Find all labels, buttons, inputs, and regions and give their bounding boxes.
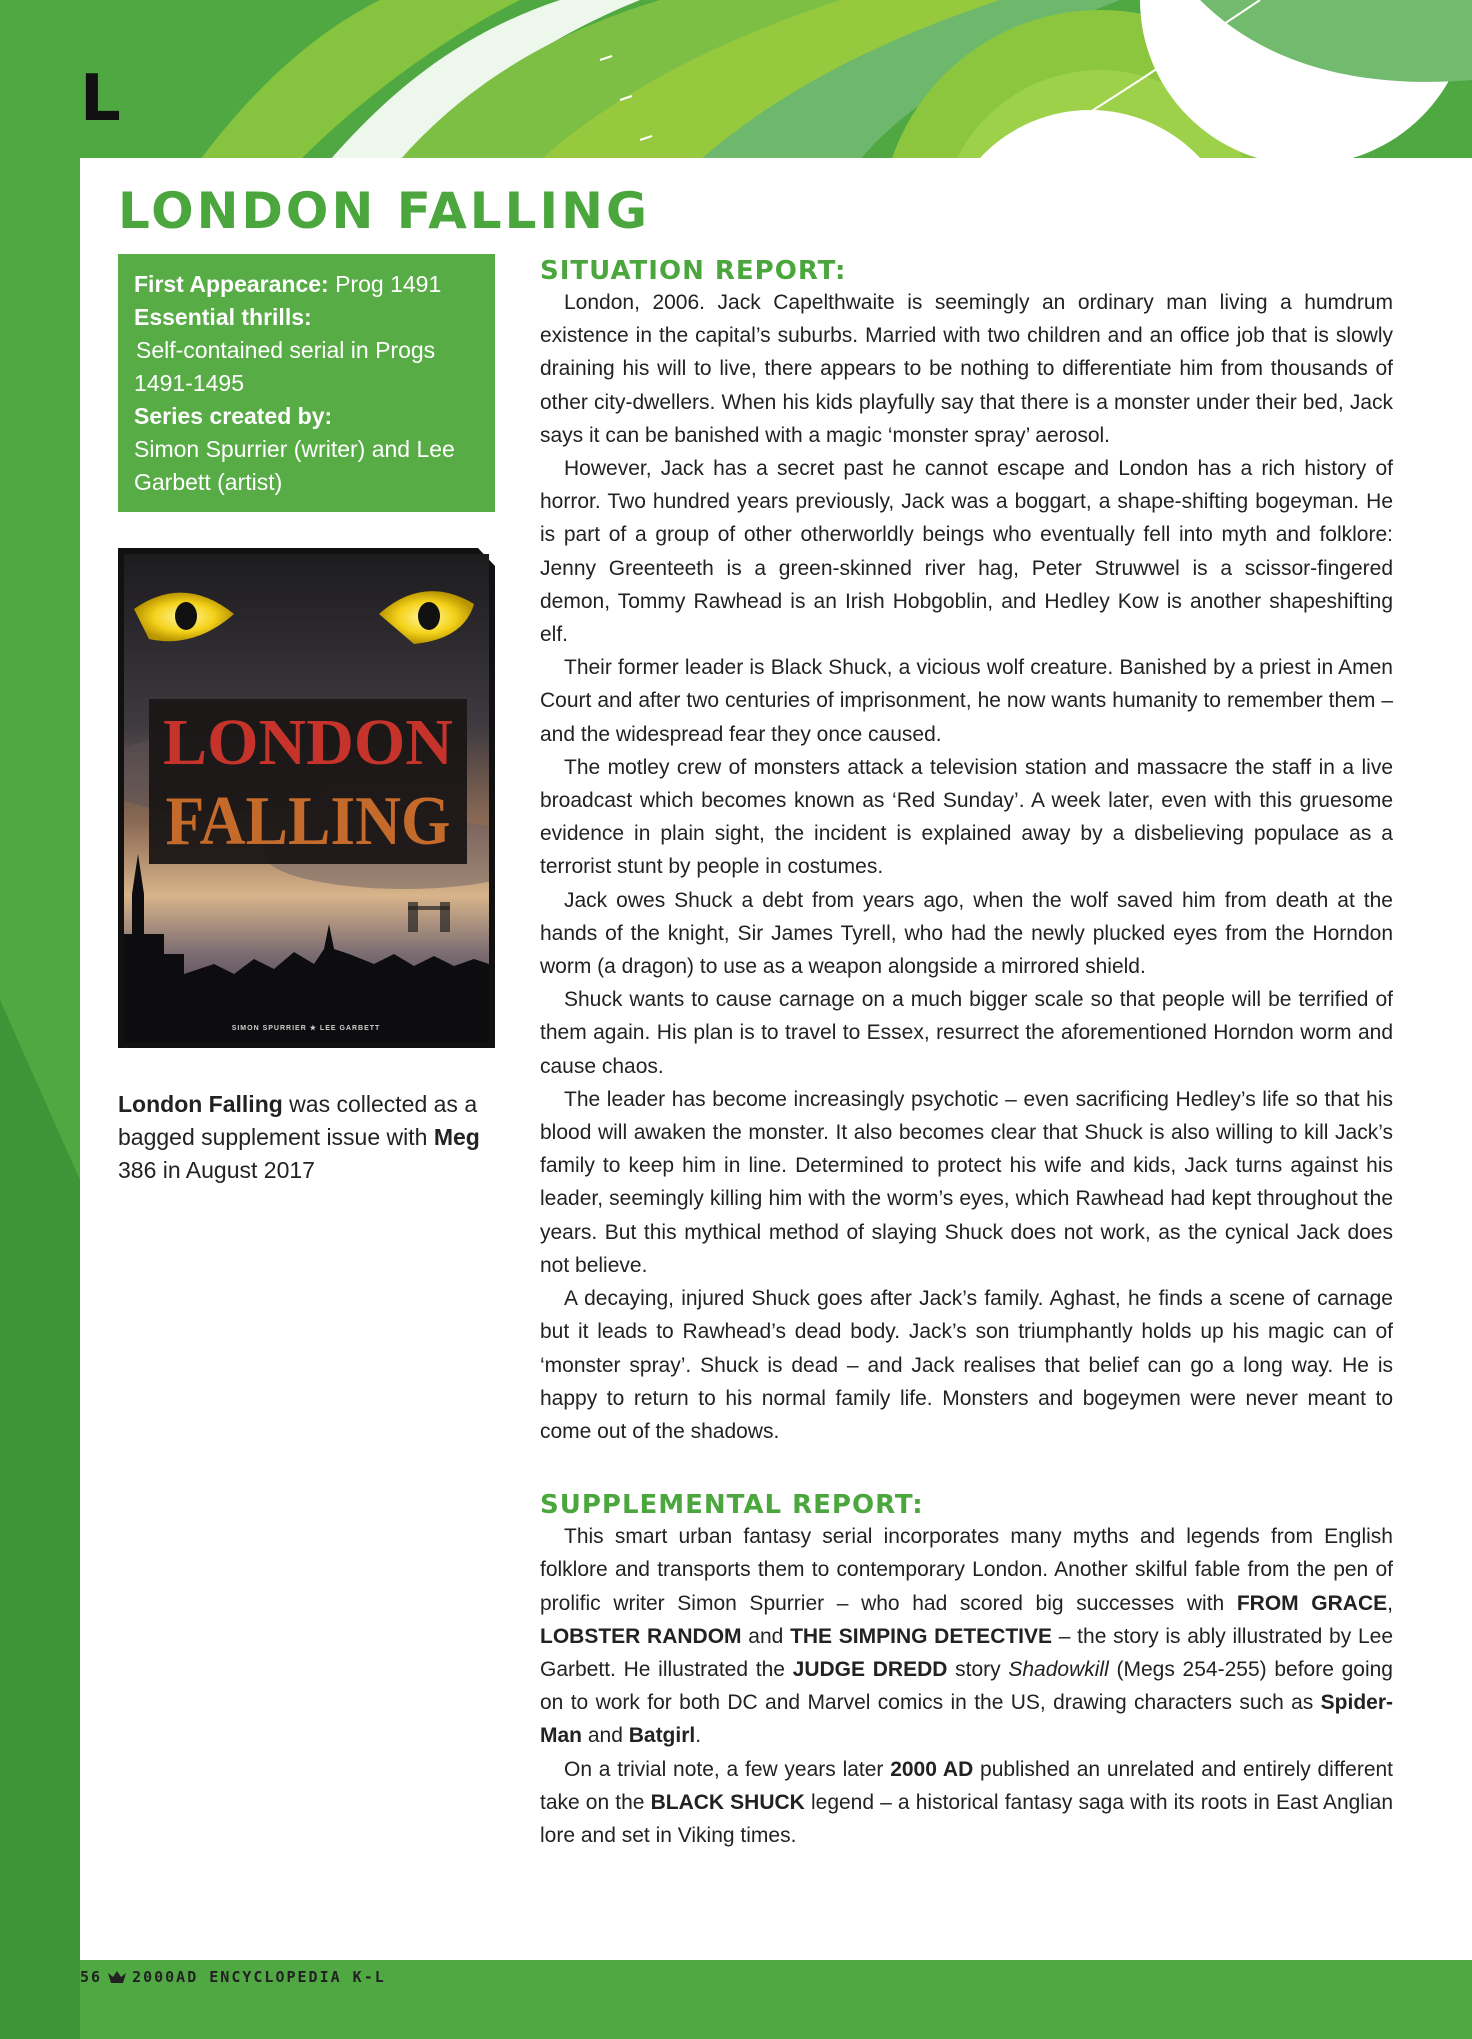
cover-image [124,554,489,1042]
page-footer [80,1968,386,1986]
situation-paragraph: Their former leader is Black Shuck, a vicious wolf creature. Banished by a priest in Amen Court and after two centuries of imprisonment, he now wants humanity to remember them – and the widespread fear they once caused. [540,656,1393,746]
essential-thrills-value: Self-contained serial in Progs 1491-1495 [134,337,436,396]
eagle-logo-icon [108,1971,126,1983]
situation-paragraph: The motley crew of monsters attack a television station and massacre the staff in a live broadcast which becomes known as ‘Red Sunday’. A week later, even with this gruesome evidence in plain sight, the incident is explained away by a disbelieving populace as a terrorist stunt by people in costumes. [540,755,1393,879]
cover-credits: SIMON SPURRIER ★ LEE GARBETT [231,1025,381,1032]
series-created-value: Simon Spurrier (writer) and Lee Garbett (artist) [134,436,455,495]
essential-thrills-label: Essential thrills: [134,304,312,330]
book-title: 2000AD ENCYCLOPEDIA K-L [132,1968,386,1986]
cover-title-line2: FALLING [165,783,451,860]
main-article [540,256,1393,1852]
entry-title: LONDON FALLING [118,182,651,240]
cover-caption: London Falling was collected as a bagged supplement issue with Meg 386 in August 2017 [118,1091,480,1183]
situation-paragraph: The leader has become increasingly psychotic – even sacrificing Hedley’s life so that his blood will awaken the monster. It also becomes clear that Shuck is also willing to kill Jack’s family to keep him in line. Determined to protect his wife and kids, Jack turns against his leader, seemingly killing him with the worm’s eyes, which Rawhead had kept throughout the years. But this mythical method of slaying Shuck does not work, as the cynical Jack does not believe. [540,1087,1393,1277]
situation-report-heading: SITUATION REPORT: [540,256,847,286]
first-appearance [134,268,479,301]
supplemental-paragraph: On a trivial note, a few years later 2000 AD published an unrelated and entirely different take on the BLACK SHUCK legend – a historical fantasy saga with its roots in East Anglian lore and set in Viking times. [540,1757,1394,1847]
first-appearance-label: First Appearance: [134,271,329,297]
info-box [118,254,495,512]
first-appearance-value: Prog 1491 [328,271,442,297]
supplemental-paragraph: This smart urban fantasy serial incorporates many myths and legends from English folklore and transports them to contemporary London. Another skilful fable from the pen of prolific writer Simon Spurrier – who had scored big successes with FROM GRACE, LOBSTER RANDOM and THE SIMPING DETECTIVE – the story is ably illustrated by Lee Garbett. He illustrated the JUDGE DREDD story Shadowkill (Megs 254-255) before going on to work for both DC and Marvel comics in the US, drawing characters such as Spider-Man and Batgirl. [540,1525,1393,1748]
situation-paragraph: Jack owes Shuck a debt from years ago, when the wolf saved him from death at the hands of the knight, Sir James Tyrell, who had the newly plucked eyes from the Horndon worm (a dragon) to use as a weapon alongside a mirrored shield. [540,888,1393,979]
situation-paragraph: However, Jack has a secret past he cannot escape and London has a rich history of horror. Two hundred years previously, Jack was a boggart, a shape-shifting bogeyman. He is part of a group of other otherworldly beings who eventually fell into myth and folklore: Jenny Greenteeth is a green-skinned river hag, Peter Struwwel is a scissor-fingered demon, Tommy Rawhead is an Irish Hobgoblin, and Hedley Kow is another shapeshifting elf. [540,457,1393,647]
page-number: 56 [80,1968,103,1986]
section-letter: L [80,62,121,136]
series-created-label: Series created by: [134,403,333,429]
cover-title-line1: LONDON [163,706,453,779]
situation-paragraph: Shuck wants to cause carnage on a much bigger scale so that people will be terrified of them again. His plan is to travel to Essex, resurrect the aforementioned Horndon worm and cause chaos. [540,988,1393,1078]
supplemental-report-heading: SUPPLEMENTAL REPORT: [540,1490,924,1521]
situation-paragraph: London, 2006. Jack Capelthwaite is seemingly an ordinary man living a humdrum existence in the capital’s suburbs. Married with two children and an office job that is slowly draining his will to live, there appears to be nothing to differentiate him from thousands of other city-dwellers. When his kids playfully say that there is a monster under their bed, Jack says it can be banished with a magic ‘monster spray’ aerosol. [540,291,1393,447]
situation-paragraph: A decaying, injured Shuck goes after Jack’s family. Aghast, he finds a scene of carnage but it leads to Rawhead’s dead body. Jack’s son triumphantly holds up his magic can of ‘monster spray’. Shuck is dead – and Jack realises that belief can go a long way. He is happy to return to his normal family life. Monsters and bogeymen were never meant to come out of the shadows. [540,1287,1393,1443]
